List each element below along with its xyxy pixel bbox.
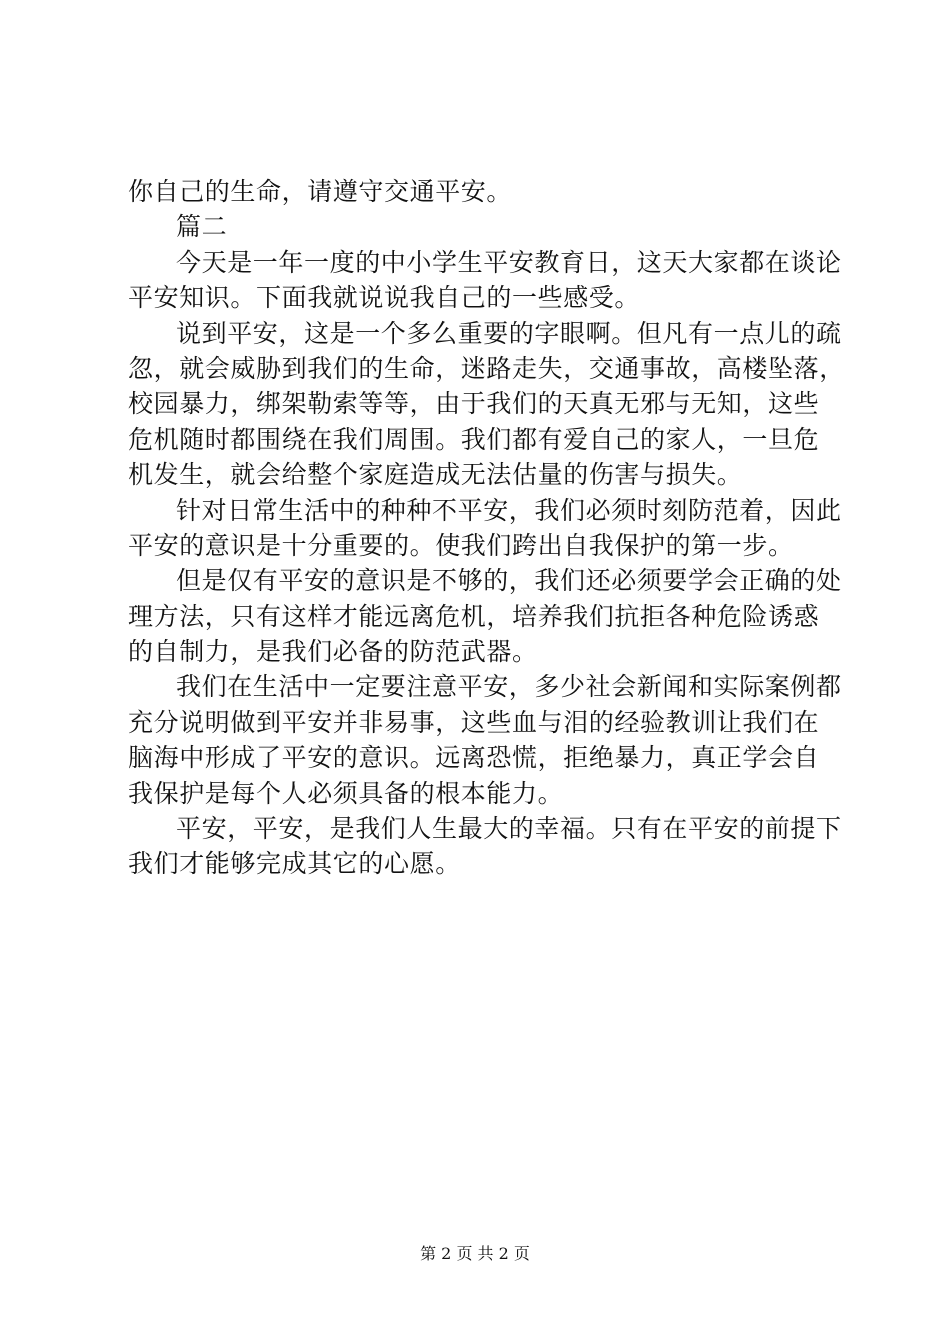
text-line: 平安的意识是十分重要的。使我们跨出自我保护的第一步。	[128, 530, 794, 560]
text-line: 针对日常生活中的种种不平安，我们必须时刻防范着，因此	[176, 495, 842, 525]
page-footer	[0, 1244, 950, 1264]
text-line: 说到平安，这是一个多么重要的字眼啊。但凡有一点儿的疏	[176, 318, 842, 348]
text-line: 危机随时都围绕在我们周围。我们都有爱自己的家人，一旦危	[128, 424, 820, 454]
section-heading: 篇二	[176, 212, 228, 242]
text-line: 充分说明做到平安并非易事，这些血与泪的经验教训让我们在	[128, 707, 820, 737]
text-line: 脑海中形成了平安的意识。远离恐慌，拒绝暴力，真正学会自	[128, 743, 820, 773]
text-line: 忽，就会威胁到我们的生命，迷路走失，交通事故，高楼坠落，	[128, 353, 845, 383]
text-line: 机发生，就会给整个家庭造成无法估量的伤害与损失。	[128, 460, 743, 490]
page-number-label: 第 2 页 共 2 页	[420, 1244, 530, 1263]
text-line: 我们在生活中一定要注意平安，多少社会新闻和实际案例都	[176, 672, 842, 702]
text-line: 平安，平安，是我们人生最大的幸福。只有在平安的前提下	[176, 814, 842, 844]
text-line: 的自制力，是我们必备的防范武器。	[128, 637, 538, 667]
text-line: 今天是一年一度的中小学生平安教育日，这天大家都在谈论	[176, 247, 842, 277]
text-line: 平安知识。下面我就说说我自己的一些感受。	[128, 283, 641, 313]
text-line: 我保护是每个人必须具备的根本能力。	[128, 778, 564, 808]
text-line: 你自己的生命，请遵守交通平安。	[128, 177, 513, 206]
text-line: 理方法，只有这样才能远离危机，培养我们抗拒各种危险诱惑	[128, 601, 820, 631]
text-line: 我们才能够完成其它的心愿。	[128, 849, 461, 879]
body-text	[128, 174, 845, 882]
text-line: 校园暴力，绑架勒索等等，由于我们的天真无邪与无知，这些	[128, 389, 820, 419]
text-line: 但是仅有平安的意识是不够的，我们还必须要学会正确的处	[176, 566, 842, 596]
